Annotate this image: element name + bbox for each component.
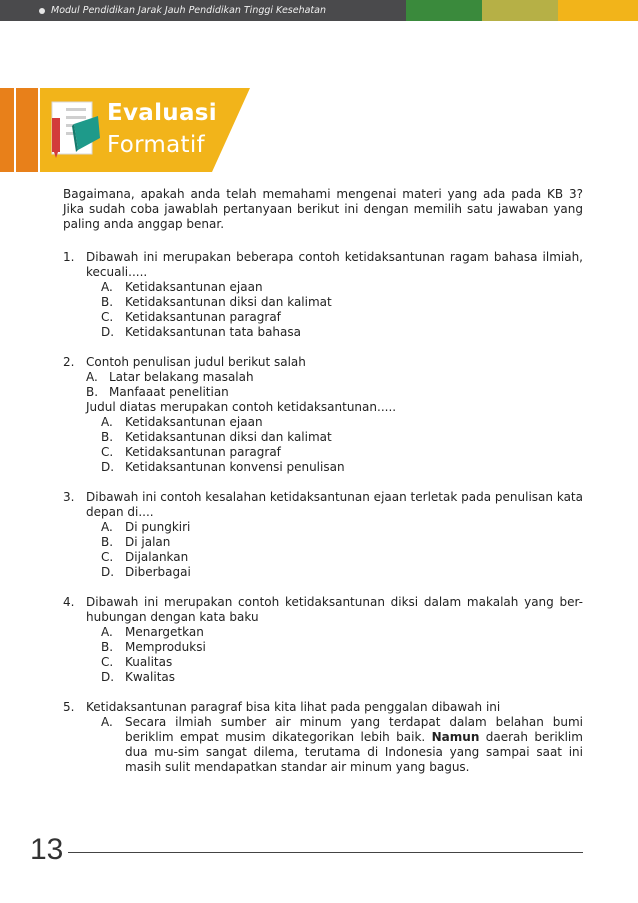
option-letter: D. (101, 565, 115, 579)
question-stem-followup: Judul diatas merupakan contoh ketidaksantunan..... (86, 400, 397, 414)
question-stem: Dibawah ini merupakan contoh ketidaksantunan diksi dalam makalah yang ber-hubungan dengan kata baku (86, 595, 583, 624)
option-item (86, 445, 583, 460)
option-letter: B. (101, 640, 114, 654)
section-banner (0, 88, 260, 172)
option-item (86, 565, 583, 580)
question-4 (63, 595, 583, 685)
option-text: Menargetkan (125, 625, 204, 639)
option-letter: C. (101, 550, 114, 564)
option-text: Ketidaksantunan konvensi penulisan (125, 460, 345, 474)
option-letter: D. (101, 325, 115, 339)
option-text: Kwalitas (125, 670, 176, 684)
option-letter: A. (101, 415, 113, 429)
option-item (86, 415, 583, 430)
option-item (86, 640, 583, 655)
option-item (86, 325, 583, 340)
example-text: Manfaaat penelitian (109, 385, 229, 399)
question-number: 3. (63, 490, 75, 504)
option-item (86, 460, 583, 475)
header-title-bar (0, 0, 406, 21)
option-letter: B. (101, 430, 114, 444)
option-text: Di jalan (125, 535, 171, 549)
question-number: 4. (63, 595, 75, 609)
question-stem: Contoh penulisan judul berikut salah (86, 355, 306, 369)
option-text: Di pungkiri (125, 520, 191, 534)
option-item (86, 535, 583, 550)
option-text: Ketidaksantunan tata bahasa (125, 325, 301, 339)
option-letter: A. (101, 715, 113, 729)
option-text: Ketidaksantunan paragraf (125, 310, 281, 324)
option-text: Diberbagai (125, 565, 191, 579)
example-letter: A. (86, 370, 98, 384)
option-text: Dijalankan (125, 550, 189, 564)
content-area (63, 187, 583, 790)
option-text: Ketidaksantunan diksi dan kalimat (125, 295, 332, 309)
option-item (86, 625, 583, 640)
option-item (86, 430, 583, 445)
header-color-segment-olive (482, 0, 558, 21)
example-item (86, 385, 583, 400)
banner-title-line2: Formatif (107, 132, 205, 158)
question-stem: Dibawah ini merupakan beberapa contoh ketidaksantunan ragam bahasa ilmiah, kecuali..... (86, 250, 583, 279)
option-item (86, 280, 583, 295)
option-letter: B. (101, 535, 114, 549)
option-list (86, 625, 583, 685)
option-letter: C. (101, 310, 114, 324)
option-letter: D. (101, 460, 115, 474)
option-list (86, 415, 583, 475)
intro-paragraph: Bagaimana, apakah anda telah memahami mengenai materi yang ada pada KB 3? Jika sudah coba jawablah pertanyaan berikut ini dengan memilih satu jawaban yang paling anda anggap benar. (63, 187, 583, 231)
option-letter: C. (101, 445, 114, 459)
question-3 (63, 490, 583, 580)
option-item (86, 520, 583, 535)
example-item (86, 370, 583, 385)
option-text: Kualitas (125, 655, 173, 669)
header-color-segment-yellow (558, 0, 638, 21)
document-notebook-icon (48, 96, 104, 160)
option-item (86, 715, 583, 775)
bullet-dot-icon (39, 8, 45, 14)
option-list (86, 715, 583, 775)
option-letter: A. (101, 280, 113, 294)
option-text: Ketidaksantunan diksi dan kalimat (125, 430, 332, 444)
option-item (86, 550, 583, 565)
option-text: Memproduksi (125, 640, 206, 654)
option-text: Secara ilmiah sumber air minum yang terdapat dalam belahan bumi beriklim empat musim dikategorikan lebih baik. (125, 715, 583, 744)
header-title: Modul Pendidikan Jarak Jauh Pendidikan Tinggi Kesehatan (51, 5, 326, 16)
option-letter: A. (101, 520, 113, 534)
footer-divider (68, 852, 583, 853)
question-5 (63, 700, 583, 775)
option-text: daerah beriklim dua mu-sim sangat dilema, terutama di Indonesia yang sampai saat ini masih sulit mendapatkan standar air minum yang bagus. (125, 730, 583, 774)
option-letter: B. (101, 295, 114, 309)
question-number: 1. (63, 250, 75, 264)
option-text: Ketidaksantunan ejaan (125, 415, 263, 429)
question-number: 5. (63, 700, 75, 714)
option-letter: D. (101, 670, 115, 684)
option-list (86, 280, 583, 340)
option-text: Ketidaksantunan ejaan (125, 280, 263, 294)
option-list (86, 520, 583, 580)
question-1 (63, 250, 583, 340)
banner-title-line1: Evaluasi (107, 100, 217, 126)
example-letter: B. (86, 385, 99, 399)
example-text: Latar belakang masalah (109, 370, 254, 384)
question-stem: Dibawah ini contoh kesalahan ketidaksantunan ejaan terletak pada penulisan kata depan di.... (86, 490, 583, 519)
page-header (0, 0, 638, 21)
option-text: Ketidaksantunan paragraf (125, 445, 281, 459)
option-item (86, 670, 583, 685)
question-stem: Ketidaksantunan paragraf bisa kita lihat pada penggalan dibawah ini (86, 700, 501, 714)
header-color-segment-green (406, 0, 482, 21)
option-letter: C. (101, 655, 114, 669)
option-letter: A. (101, 625, 113, 639)
question-number: 2. (63, 355, 75, 369)
question-2 (63, 355, 583, 475)
option-item (86, 295, 583, 310)
option-bold-text: Namun (431, 730, 480, 744)
page-number: 13 (30, 833, 64, 866)
option-item (86, 655, 583, 670)
option-item (86, 310, 583, 325)
